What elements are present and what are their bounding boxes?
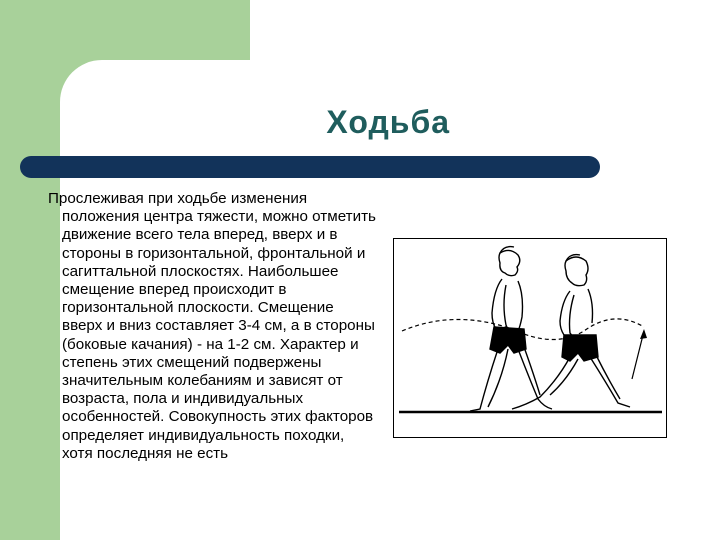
slide-body-text: Прослеживая при ходьбе изменения положения центра тяжести, можно отметить движение всего тела вперед, вверх и в стороны в горизонтальной, фронтальной и сагиттальной плоскостях. Наибольшее смещение вперед происходит в горизонтальной плоскости. Смещение вверх и вниз составляет 3-4 см, а в стороны (боковые качания) - на 1-2 см. Характер и степень этих смещений подвержены значительным колебаниям и зависят от возраста, пола и индивидуальных особенностей. Совокупность этих факторов определяет индивидуальность походки, хотя последняя не есть	[48, 190, 376, 462]
title-underline-bar	[20, 156, 600, 178]
walking-figures-icon	[394, 239, 666, 437]
slide-title: Ходьба	[326, 104, 450, 140]
walking-figures-illustration	[393, 238, 667, 438]
